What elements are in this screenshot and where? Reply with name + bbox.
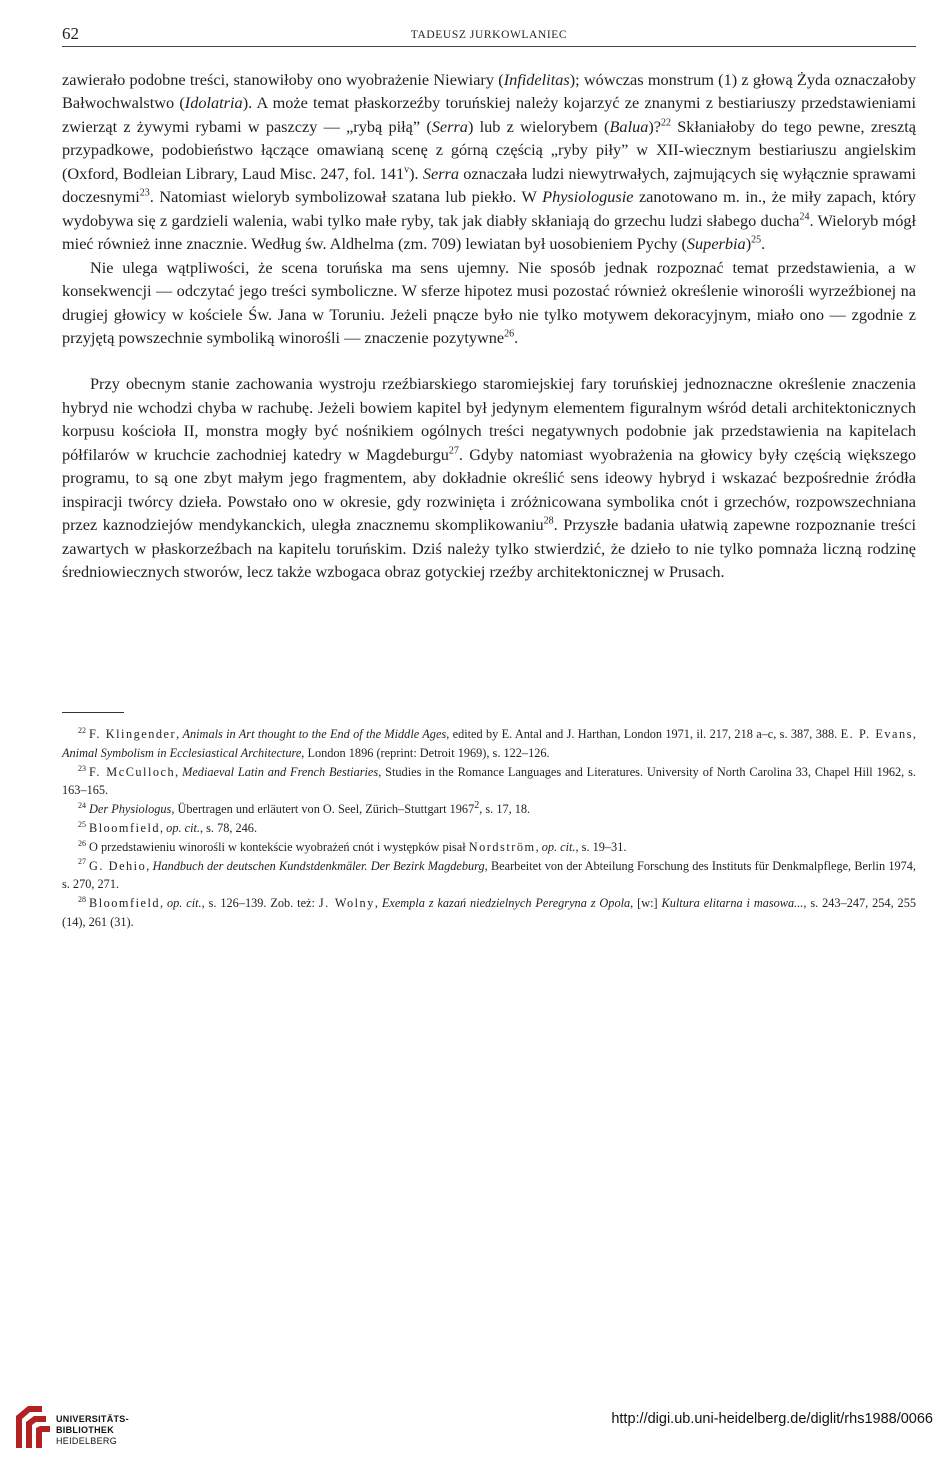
footnote-ref: 27 [448,445,459,457]
running-title: TADEUSZ JURKOWLANIEC [410,29,568,41]
footnote-24: $^{24}$ Der Physiologus, Übertragen und erläutert von O. Seel, Zürich–Stuttgart 1967$^2$, s. 17, 18. [78,800,531,817]
footnote-28: $^{28}$ Bloomfield, op. cit., s. 126–139. Zob. też: J. Wolny, Exempla z kazań niedzielnych Peregryna z Opola, [w:] Kultura elitarna i masowa..., s. 243–247, 254, 255 (14), 261 (31). [62,895,916,929]
footnote-26: $^{26}$ O przedstawieniu winorośli w kontekście wyobrażeń cnót i występków pisał Nordström, op. cit., s. 19–31. [78,838,627,854]
footnote-divider [62,712,124,713]
footnote-23: $^{23}$ F. McCulloch, Mediaeval Latin and French Bestiaries, Studies in the Romance Languages and Literatures. University of North Carolina 33, Chapel Hill 1962, s. 163–165. [62,763,916,798]
paragraph-1: zawierało podobne treści, stanowiłoby ono wyobrażenie Niewiary (Infidelitas); wówczas monstrum (1) z głową Żyda oznaczałoby Bałwochwalstwo (Idolatria). A może temat płaskorzeźby toruńskiej należy kojarzyć ze znanymi z bestiariuszy przedstawieniami zwierząt z żywymi rybami w paszczy — „rybą piłą” (Serra) lub z wielorybem (Balua)?$^{22}$ Skłaniałoby do tego pewne, zresztą przypadkowe, podobieństwo łączące omawianą scenę z górną częścią „ryby piły” w XII-wiecznym bestiariuszu angielskim (Oxford, Bodleian Library, Laud Misc. 247, fol. 141$^v$). Serra oznaczała ludzi niewytrwałych, zajmujących się wyłącznie sprawami doczesnymi$^{23}$. Natomiast wieloryb symbolizował szatana lub piekło. W Physiologusie zanotowano m. in., że miły zapach, który wydobywa się z gardzieli walenia, wabi tylko małe ryby, tak jak diabły skłaniają do grzechu ludzi słabego ducha$^{24}$. Wieloryb mógł mieć również inne znacznie. Według św. Aldhelma (zm. 709) lewiatan był uosobieniem Pychy (Superbia)$^{25}$. [62,70,917,254]
footnote-ref: 24 [799,211,810,223]
paragraph-3: Przy obecnym stanie zachowania wystroju rzeźbiarskiego staromiejskiej fary toruńskiej jednoznaczne określenie znaczenia hybryd nie wchodzi chyba w rachubę. Jeżeli bowiem kapitel był jedynym elementem figuralnym wśród detali architektonicznych korpusu kościoła II, monstra mogły być nośnikiem ogólnych treści negatywnych podobnie jak przedstawienia na kapitelach półfilarów w kruchcie zachodniej katedry w Magdeburgu$^{27}$. Gdyby natomiast wyobrażenia na głowicy były częścią większego programu, to są one zbyt małym jego fragmentem, aby dokładnie określić sens ideowy hybryd i wskazać bezpośrednie źródła inspiracji twórcy dzieła. Powstało ono w okresie, gdy rozwinięta i zróżnicowana symbolika cnót i grzechów, rozpowszechniana przez kaznodziejów mendykanckich, uległa znacznemu skomplikowaniu$^{28}$. Przyszłe badania ułatwią zapewne rozpoznanie treści zawartych w płaskorzeźbach na kapitelu toruńskim. Dziś należy tylko stwierdzić, że dzieło to nie tylko pomnaża liczną rodzinę średniowiecznych stworów, lecz także wzbogaca obraz gotyckiej rzeźby architektonicznej w Prusach. [62,374,916,582]
library-name: UNIVERSITÄTS- BIBLIOTHEK HEIDELBERG [56,1414,129,1446]
paragraph-2: Nie ulega wątpliwości, że scena toruńska ma sens ujemny. Nie sposób jednak rozpoznać temat przedstawienia, a w konsekwencji — odczytać jego treści symboliczne. W sferze hipotez musi pozostać również określenie winorośli wyrzeźbionej na drugiej głowicy w kościele Św. Jana w Toruniu. Jeżeli pnącze było nie tylko motywem dekoracyjnym, miało ono — zgodnie z przyjętą powszechnie symboliką winorośli — znaczenie pozytywne$^{26}$. [62,257,916,347]
library-logo-icon [12,1404,52,1450]
footnote-ref: 22 [661,117,672,129]
footnote-ref: 26 [504,328,515,340]
footnote-ref: 23 [139,187,150,199]
page-number: 62 [62,24,79,43]
main-text [62,68,916,584]
page-header [62,24,916,47]
footnote-ref: 28 [543,515,554,527]
footnote-ref: 25 [751,234,762,246]
library-logo[interactable] [8,1404,158,1452]
footnote-27: $^{27}$ G. Dehio, Handbuch der deutschen Kundstdenkmäler. Der Bezirk Magdeburg, Bearbeitet von der Abteilung Forschung des Instituts für Denkmalpflege, Berlin 1974, s. 270, 271. [62,857,916,892]
footnote-22: $^{22}$ F. Klingender, Animals in Art thought to the End of the Middle Ages, edited by E. Antal and J. Harthan, London 1971, il. 217, 218 a–c, s. 387, 388. E. P. Evans, Animal Symbolism in Ecclesiastical Architecture, London 1896 (reprint: Detroit 1969), s. 122–126. [62,725,916,760]
source-url[interactable]: http://digi.ub.uni-heidelberg.de/diglit/rhs1988/0066 [611,1411,933,1427]
footnotes [62,725,916,932]
footnote-25: $^{25}$ Bloomfield, op. cit., s. 78, 246. [78,819,258,835]
